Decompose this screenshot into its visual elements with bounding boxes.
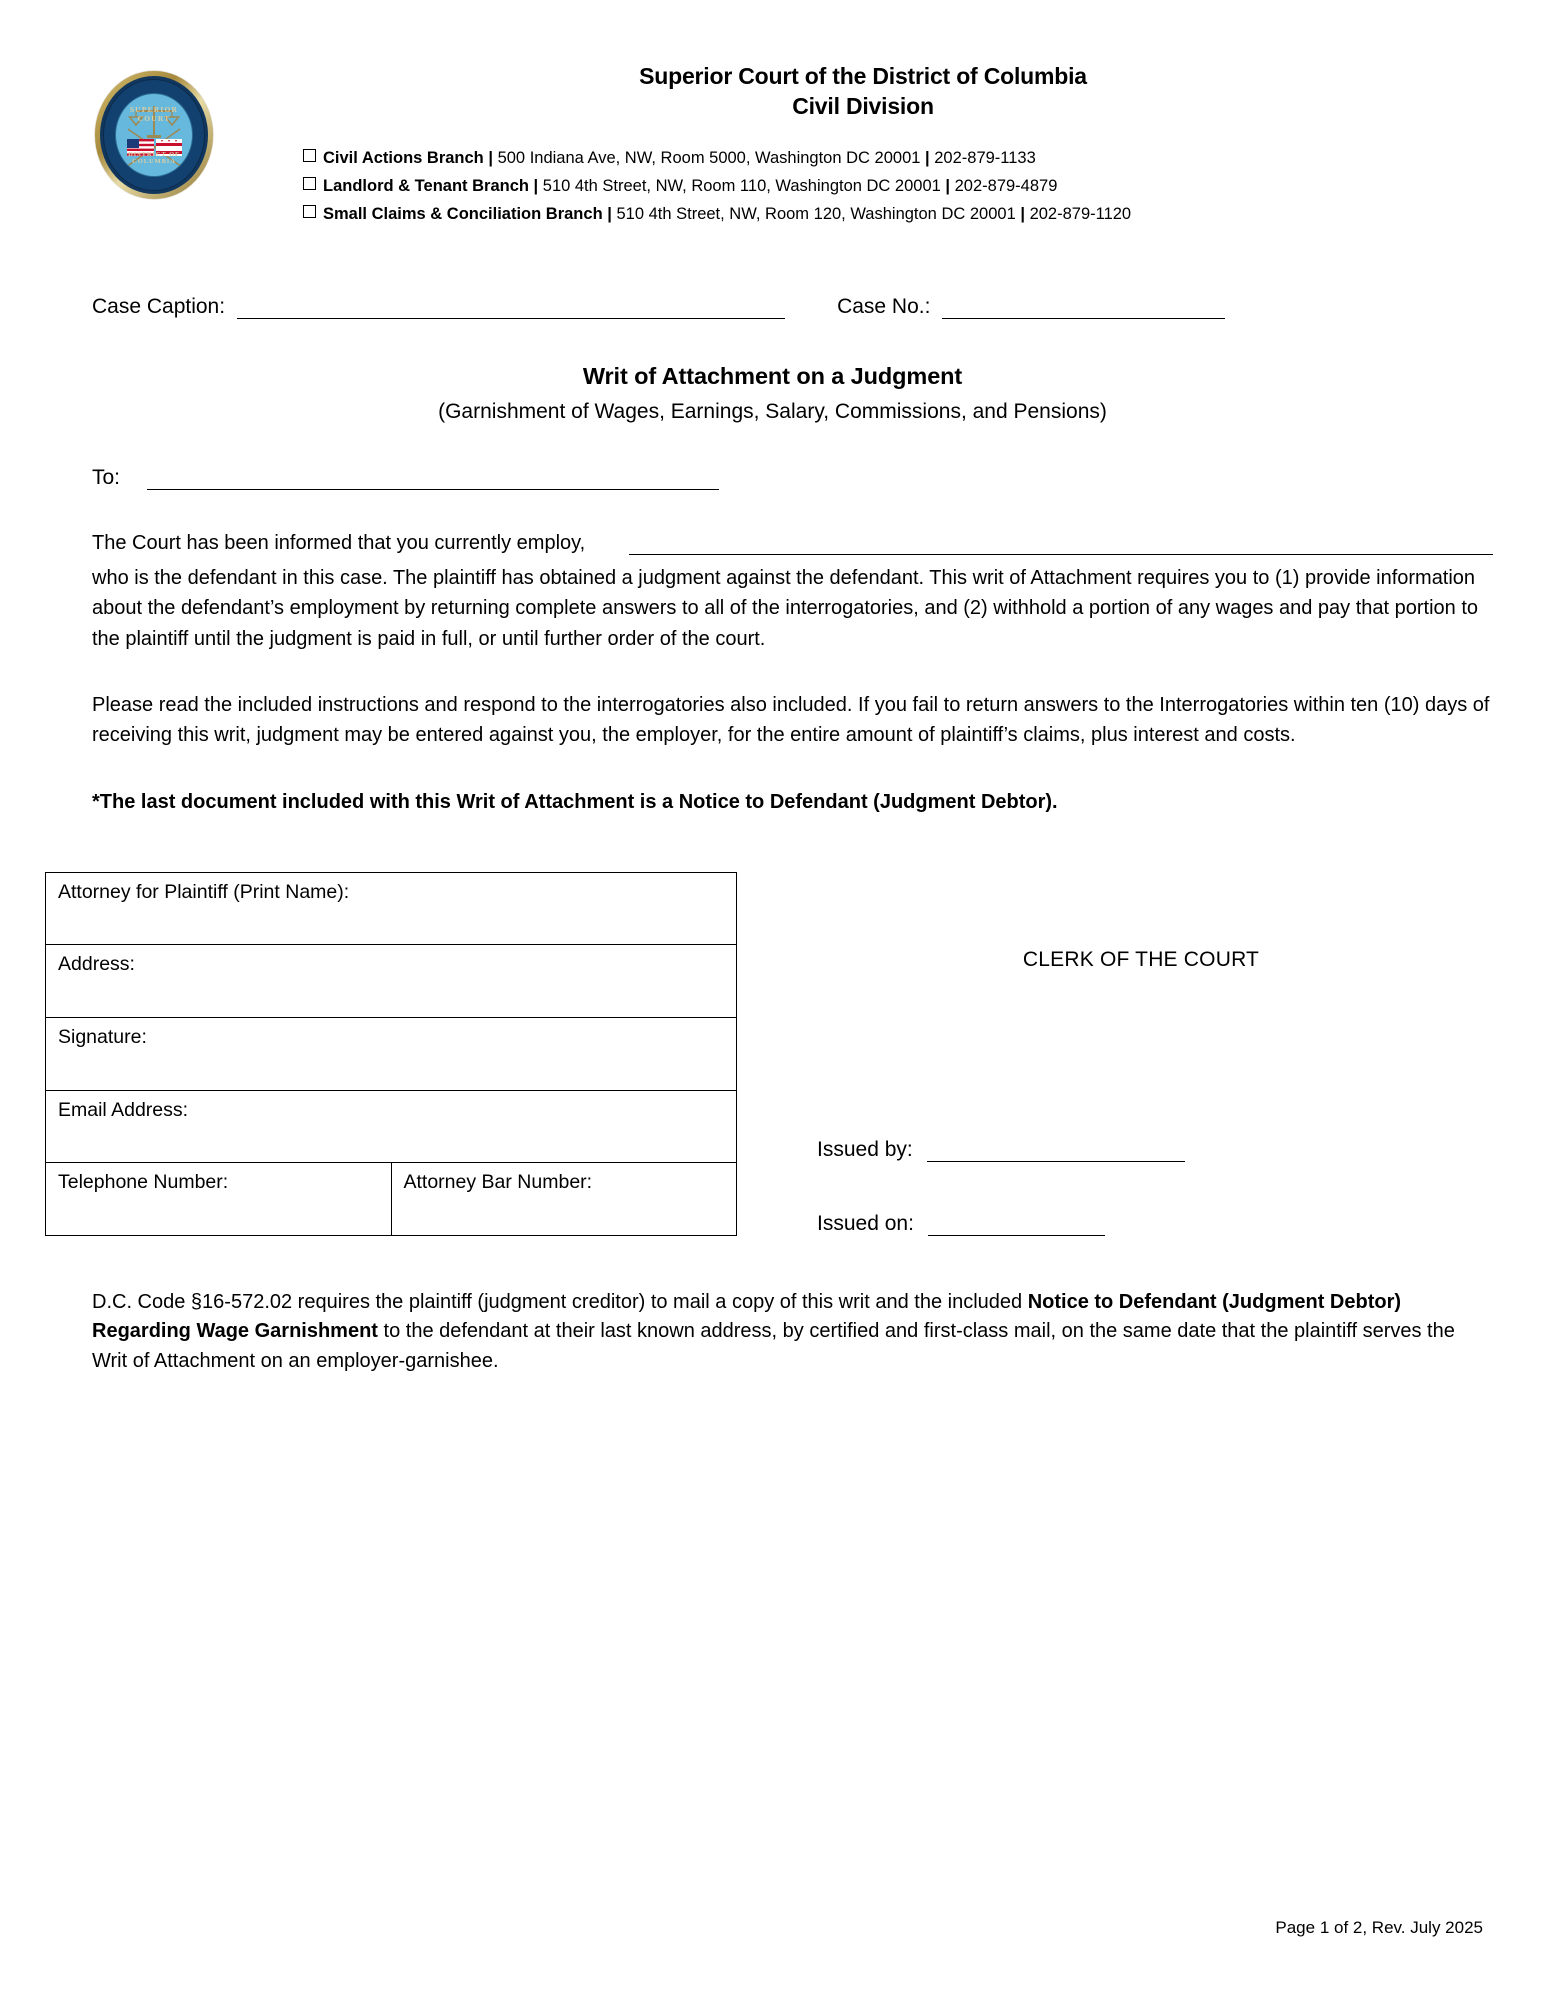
employ-statement: The Court has been informed that you currently employ, (92, 531, 586, 554)
paragraph-instructions: Please read the included instructions and respond to the interrogatories also included. If you fail to return answers to the Interrogatories within ten (10) days of receiving this writ, judgment may be entered against you, the employer, for the entire amount of plaintiff’s claims, plus interest and costs. (92, 694, 1490, 747)
attorney-information-table (45, 872, 737, 1236)
form-area (0, 872, 1545, 1236)
branch-name: Landlord & Tenant Branch (323, 177, 529, 196)
clerk-column (737, 872, 1485, 1236)
closing-section (0, 1288, 1545, 1376)
court-title (241, 61, 1485, 122)
cell-bar-number[interactable] (391, 1163, 737, 1236)
bar-number-label: Attorney Bar Number: (403, 1171, 593, 1194)
cell-signature[interactable] (46, 1017, 737, 1090)
document-header (0, 0, 1545, 229)
table-row-signature (46, 1017, 737, 1090)
seal-bottom-text: DISTRICT OF COLUMBIA (128, 151, 180, 165)
dc-superior-court-seal-icon (95, 71, 213, 199)
branch-name: Small Claims & Conciliation Branch (323, 205, 603, 224)
table-row-email (46, 1090, 737, 1163)
branch-separator: | (488, 148, 493, 167)
case-caption-row (0, 295, 1545, 319)
issued-on-row (797, 1212, 1485, 1236)
case-caption-label: Case Caption: (92, 294, 226, 318)
employ-row (92, 532, 1493, 555)
branch-separator: | (607, 205, 612, 224)
court-seal-container (95, 55, 223, 199)
branch-address: 500 Indiana Ave, NW, Room 5000, Washington DC 20001 (497, 148, 921, 167)
issued-by-input[interactable] (927, 1139, 1185, 1162)
branch-address: 510 4th Street, NW, Room 110, Washington DC 20001 (542, 177, 941, 196)
table-row-attorney-name (46, 872, 737, 945)
branch-separator: | (945, 177, 951, 196)
cell-email[interactable] (46, 1090, 737, 1163)
table-row-address (46, 945, 737, 1018)
branch-phone: 202-879-4879 (954, 177, 1058, 196)
issued-on-input[interactable] (928, 1213, 1105, 1236)
signature-label: Signature: (58, 1025, 147, 1048)
paragraph-writ-requirements: who is the defendant in this case. The plaintiff has obtained a judgment against the defendant. This writ of Attachment requires you to (1) provide information about the defendant’s employment by returning complete answers to all of the interrogatories, and (2) withhold a portion of any wages and pay that portion to the plaintiff until the judgment is paid in full, or until further order of the court. (92, 566, 1479, 650)
checkbox-landlord-tenant-branch[interactable] (303, 177, 316, 190)
case-number-label: Case No.: (837, 294, 931, 318)
court-name-line1: Superior Court of the District of Columbia (639, 63, 1087, 89)
court-name-line2: Civil Division (792, 93, 934, 120)
branch-separator: | (533, 177, 539, 196)
case-number-input[interactable] (942, 296, 1225, 319)
dc-code-text-part2: to the defendant at their last known address, by certified and first-class mail, on the same date that the plaintiff serves the Writ of Attachment on an employer-garnishee. (92, 1320, 1455, 1372)
branch-row-small-claims (303, 200, 1485, 228)
document-subtitle: (Garnishment of Wages, Earnings, Salary, Commissions, and Pensions) (438, 399, 1107, 423)
checkbox-civil-actions-branch[interactable] (303, 149, 316, 162)
cell-address[interactable] (46, 945, 737, 1018)
to-label: To: (92, 465, 121, 489)
document-title: Writ of Attachment on a Judgment (582, 362, 963, 389)
dc-code-paragraph (92, 1288, 1493, 1376)
branch-phone: 202-879-1133 (934, 148, 1036, 167)
cell-telephone[interactable] (46, 1163, 392, 1236)
email-label: Email Address: (58, 1098, 189, 1121)
seal-top-text: SUPERIOR COURT (129, 105, 179, 123)
branch-phone: 202-879-1120 (1029, 205, 1132, 224)
branch-row-civil-actions (303, 144, 1485, 172)
branch-address: 510 4th Street, NW, Room 120, Washington DC 20001 (616, 205, 1016, 224)
issued-by-label: Issued by: (817, 1137, 913, 1161)
branch-list (241, 144, 1485, 229)
header-text-block (223, 55, 1485, 229)
checkbox-small-claims-branch[interactable] (303, 205, 316, 218)
notice-to-defendant-note: *The last document included with this Writ of Attachment is a Notice to Defendant (Judgment Debtor). (92, 790, 1058, 813)
branch-separator: | (1020, 205, 1025, 224)
case-caption-input[interactable] (237, 296, 785, 319)
dc-code-bold-phrase: Notice to Defendant (Judgment Debtor) Regarding Wage Garnishment (92, 1290, 1402, 1343)
page-footer: Page 1 of 2, Rev. July 2025 (1275, 1918, 1483, 1937)
clerk-of-the-court-title: CLERK OF THE COURT (1022, 947, 1260, 971)
employee-name-input[interactable] (629, 532, 1493, 555)
issued-by-row (797, 1138, 1485, 1162)
branch-name: Civil Actions Branch (323, 148, 484, 167)
address-label: Address: (58, 953, 135, 976)
issued-on-label: Issued on: (817, 1211, 914, 1235)
to-row (92, 466, 1493, 490)
branch-separator: | (925, 148, 930, 167)
dc-code-text-part1: D.C. Code §16-572.02 requires the plaintiff (judgment creditor) to mail a copy of this writ and the included (92, 1290, 1028, 1313)
branch-row-landlord-tenant (303, 172, 1485, 200)
telephone-label: Telephone Number: (58, 1171, 229, 1194)
seal-center-field (115, 93, 193, 177)
cell-attorney-name[interactable] (46, 872, 737, 945)
document-body (0, 466, 1545, 814)
table-row-phone-bar (46, 1163, 737, 1236)
attorney-name-label: Attorney for Plaintiff (Print Name): (58, 880, 350, 903)
to-input[interactable] (147, 467, 719, 490)
